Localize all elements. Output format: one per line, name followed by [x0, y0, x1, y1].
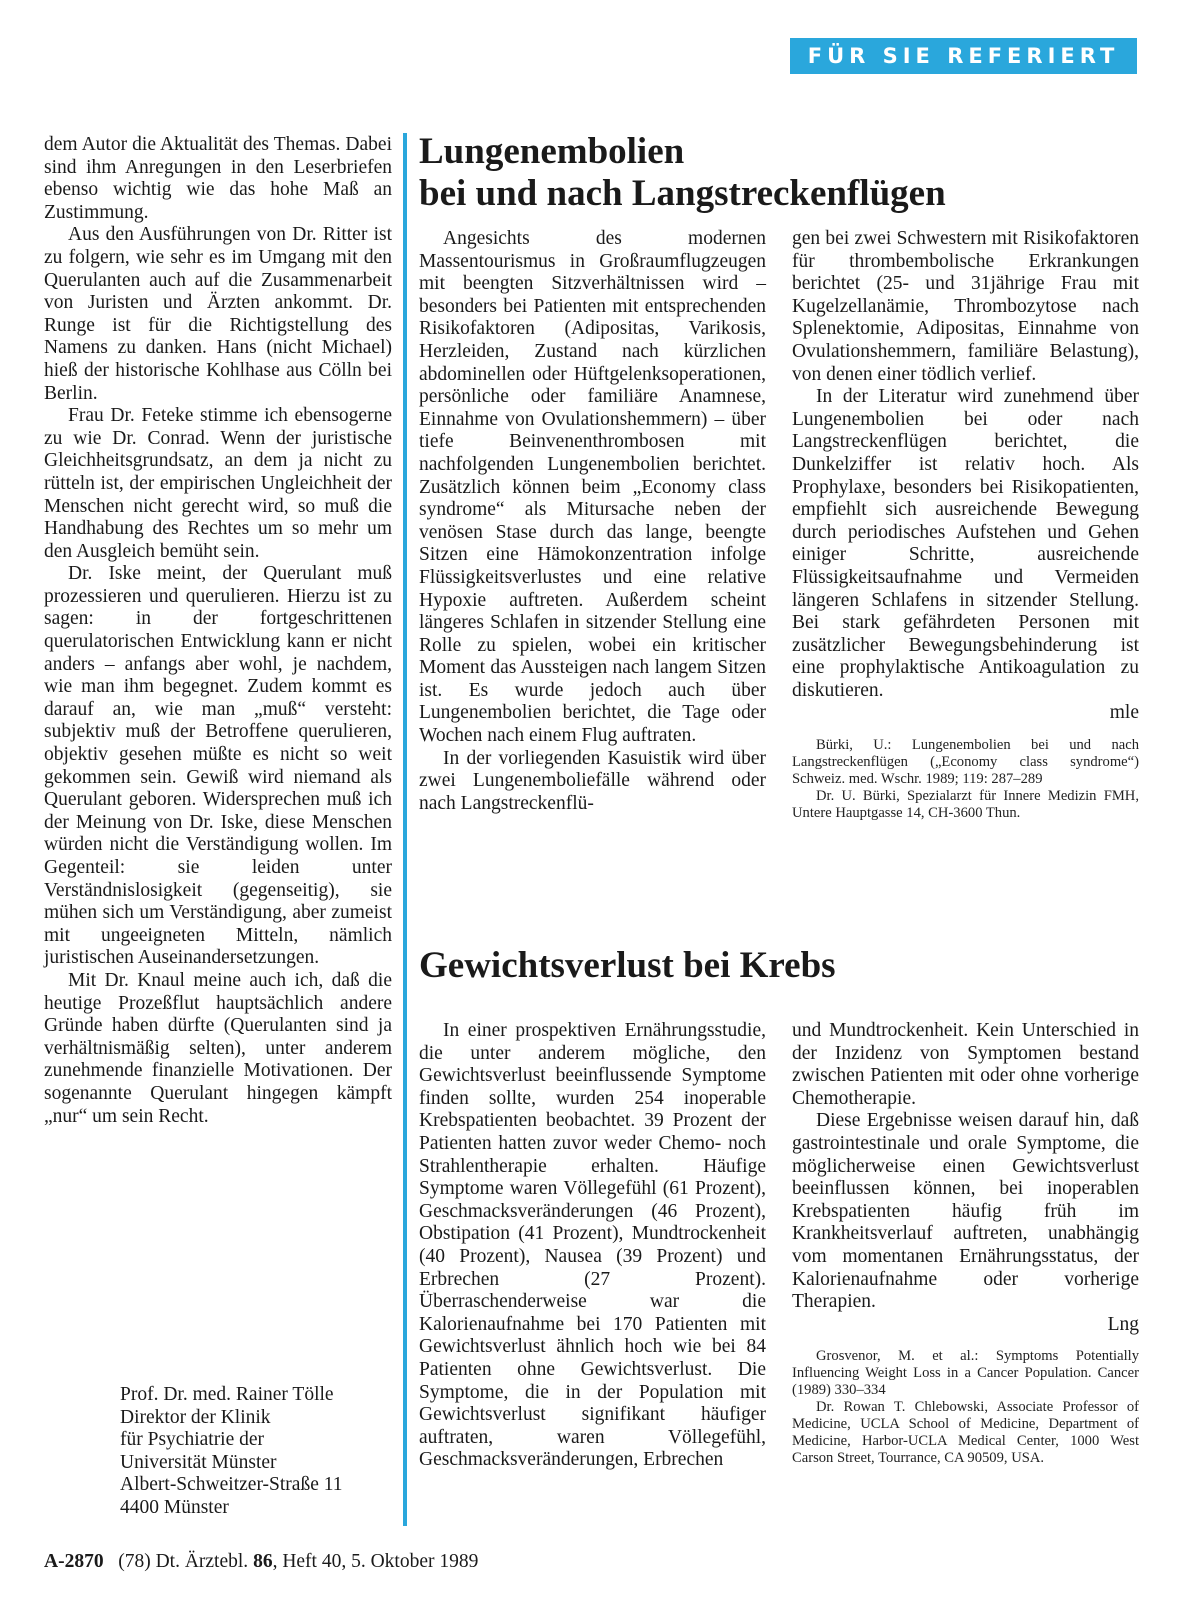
- left-column: [44, 134, 392, 1128]
- article-title-gewichtsverlust: Gewichtsverlust bei Krebs: [419, 945, 836, 986]
- article1-column-1: [419, 228, 766, 815]
- left-paragraph: Frau Dr. Feteke stimme ich ebensogerne zu wie Dr. Conrad. Wenn der juristische Gleichheitsgrundsatz, an dem ja nicht zu rütteln ist, der empirischen Ungleichheit der Menschen nicht gerecht wird, so muß die Handhabung des Rechtes um so mehr um den Ausgleich bemüht sein.: [44, 405, 392, 562]
- signature-line: 4400 Münster: [120, 1496, 229, 1518]
- page-number: (78): [118, 1551, 151, 1572]
- page-code: A-2870: [44, 1551, 104, 1572]
- left-paragraph: Aus den Ausführungen von Dr. Ritter ist zu folgern, wie sehr es im Umgang mit den Querulanten auch auf die Zusammenarbeit von Juristen und Ärzten ankommt. Dr. Runge ist für die Richtigstellung des Namens zu danken. Hans (nicht Michael) hieß der historische Kohlhase aus Cölln bei Berlin.: [44, 224, 392, 404]
- article-paragraph: Diese Ergebnisse weisen darauf hin, daß gastrointestinale und orale Symptome, die möglicherweise einen Gewichtsverlust beeinflussen können, bei inoperablen Krebspatienten häufig früh im Krankheitsverlauf auftreten, unabhängig vom momentanen Ernährungsstatus, der Kalorienaufnahme oder vorherige Therapien.: [792, 1110, 1139, 1313]
- article2-column-1: [419, 1020, 766, 1472]
- left-paragraph: Mit Dr. Knaul meine auch ich, daß die heutige Prozeßflut hauptsächlich andere Gründe haben dürfte (Querulanten sind ja verhältnismäßig selten), unter anderem zunehmende finanzielle Motivationen. Der sogenannte Querulant hingegen kämpft „nur“ um sein Recht.: [44, 969, 392, 1127]
- signature-line: Prof. Dr. med. Rainer Tölle: [120, 1384, 334, 1405]
- journal-volume: 86: [253, 1551, 273, 1572]
- article2-column-2: [792, 1020, 1139, 1467]
- title-line: bei und nach Langstreckenflügen: [419, 173, 946, 214]
- journal-issue: , Heft 40, 5. Oktober 1989: [272, 1551, 479, 1572]
- article-paragraph: gen bei zwei Schwestern mit Risikofaktoren für thrombembolische Erkrankungen berichtet (25- und 31jährige Frau mit Kugelzellanämie, Thrombozytose nach Splenektomie, Adipositas, Einnahme von Ovulationshemmern, familiäre Belastung), von denen einer tödlich verlief.: [792, 228, 1139, 385]
- signature-line: Direktor der Klinik: [120, 1406, 271, 1428]
- article-paragraph: In einer prospektiven Ernährungsstudie, die unter anderem mögliche, den Gewichtsverlust beeinflussende Symptome finden sollte, wurden 254 inoperable Krebspatienten beobachtet. 39 Prozent der Patienten hatten zuvor weder Chemo- noch Strahlentherapie erhalten. Häufige Symptome waren Völlegefühl (61 Prozent), Geschmacksveränderungen (46 Prozent), Obstipation (41 Prozent), Mundtrockenheit (40 Prozent), Nausea (39 Prozent) und Erbrechen (27 Prozent). Überraschenderweise war die Kalorienaufnahme bei 170 Patienten mit Gewichtsverlust ähnlich hoch wie bei 84 Patienten ohne Gewichtsverlust. Die Symptome, die in der Population mit Gewichtsverlust signifikant häufiger auftraten, waren Völlegefühl, Geschmacksveränderungen, Erbrechen: [419, 1020, 766, 1471]
- author-address: Dr. U. Bürki, Spezialarzt für Innere Medizin FMH, Untere Hauptgasse 14, CH-3600 Thun.: [792, 788, 1139, 822]
- letter-signature: [120, 1384, 343, 1520]
- article-paragraph: In der vorliegenden Kasuistik wird über zwei Lungenemboliefälle während oder nach Langstreckenflü-: [419, 747, 766, 814]
- author-initials: mle: [1109, 702, 1139, 724]
- signature-line: Universität Münster: [120, 1451, 277, 1473]
- signature-line: Albert-Schweitzer-Straße 11: [120, 1474, 343, 1496]
- reference-citation: Grosvenor, M. et al.: Symptoms Potentially Influencing Weight Loss in a Cancer Population. Cancer (1989) 330–334: [792, 1348, 1139, 1399]
- left-paragraph: dem Autor die Aktualität des Themas. Dabei sind ihm Anregungen in den Leserbriefen ebenso wichtig wie das hohe Maß an Zustimmung.: [44, 134, 392, 223]
- signature-line: für Psychiatrie der: [120, 1429, 265, 1451]
- article-paragraph: Angesichts des modernen Massentourismus in Großraumflugzeugen mit beengten Sitzverhältnissen wird – besonders bei Patienten mit entsprechenden Risikofaktoren (Adipositas, Varikosis, Herzleiden, Zustand nach kürzlichen abdominellen oder Hüftgelenksoperationen, persönliche oder familiäre Anamnese, Einnahme von Ovulationshemmern) – über tiefe Beinvenenthrombosen mit nachfolgenden Lungenembolien berichtet. Zusätzlich können beim „Economy class syndrome“ als Mitursache neben der venösen Stase durch das lange, beengte Sitzen eine Hämokonzentration infolge Flüssigkeitsverlustes und eine relative Hypoxie auftreten. Außerdem scheint längeres Schlafen in sitzender Stellung eine Rolle zu spielen, wobei ein kritischer Moment das Aussteigen nach langem Sitzen ist. Es wurde jedoch auch über Lungenembolien berichtet, die Tage oder Wochen nach einem Flug auftraten.: [419, 228, 766, 747]
- reference-citation: Bürki, U.: Lungenembolien bei und nach Langstreckenflügen („Economy class syndrome“) Schweiz. med. Wschr. 1989; 119: 287–289: [792, 737, 1139, 788]
- article1-column-2: [792, 228, 1139, 822]
- author-initials: Lng: [1107, 1313, 1139, 1335]
- author-address: Dr. Rowan T. Chlebowski, Associate Professor of Medicine, UCLA School of Medicine, Department of Medicine, Harbor-UCLA Medical Center, 1000 West Carson Street, Tourrance, CA 90509, USA.: [792, 1399, 1139, 1467]
- left-paragraph: Dr. Iske meint, der Querulant muß prozessieren und querulieren. Hierzu ist zu sagen: in der fortgeschrittenen querulatorischen Entwicklung kann er nicht anders – anfangs aber wohl, je nachdem, wie man ihm begegnet. Zudem kommt es darauf an, wie man „muß“ versteht: subjektiv muß der Betroffene querulieren, objektiv gesehen müßte es nicht so weit gekommen sein. Gewiß wird niemand als Querulant geboren. Widersprechen muß ich der Meinung von Dr. Iske, diese Menschen würden nicht die Verständigung wollen. Im Gegenteil: sie leiden unter Verständnislosigkeit (gegenseitig), sie mühen sich um Verständigung, aber zumeist mit ungeeigneten Mitteln, nämlich juristischen Auseinandersetzungen.: [44, 563, 392, 969]
- column-divider: [403, 133, 407, 1526]
- article-paragraph: In der Literatur wird zunehmend über Lungenembolien bei oder nach Langstreckenflügen berichtet, die Dunkelziffer ist relativ hoch. Als Prophylaxe, besonders bei Risikopatienten, empfiehlt sich ausreichende Bewegung durch periodisches Aufstehen und Gehen einiger Schritte, ausreichende Flüssigkeitsaufnahme und Vermeiden längeren Schlafens in sitzender Stellung. Bei stark gefährdeten Personen mit zusätzlicher Bewegungsbehinderung ist eine prophylaktische Antikoagulation zu diskutieren.: [792, 386, 1139, 701]
- journal-name: Dt. Ärztebl.: [155, 1551, 249, 1572]
- article-paragraph: und Mundtrockenheit. Kein Unterschied in der Inzidenz von Symptomen bestand zwischen Patienten mit oder ohne vorherige Chemotherapie.: [792, 1020, 1139, 1109]
- title-line: Lungenembolien: [419, 131, 685, 172]
- page-footer: [44, 1551, 478, 1573]
- section-label: FÜR SIE REFERIERT: [790, 38, 1137, 74]
- article-title-lungenembolien: [419, 131, 1119, 215]
